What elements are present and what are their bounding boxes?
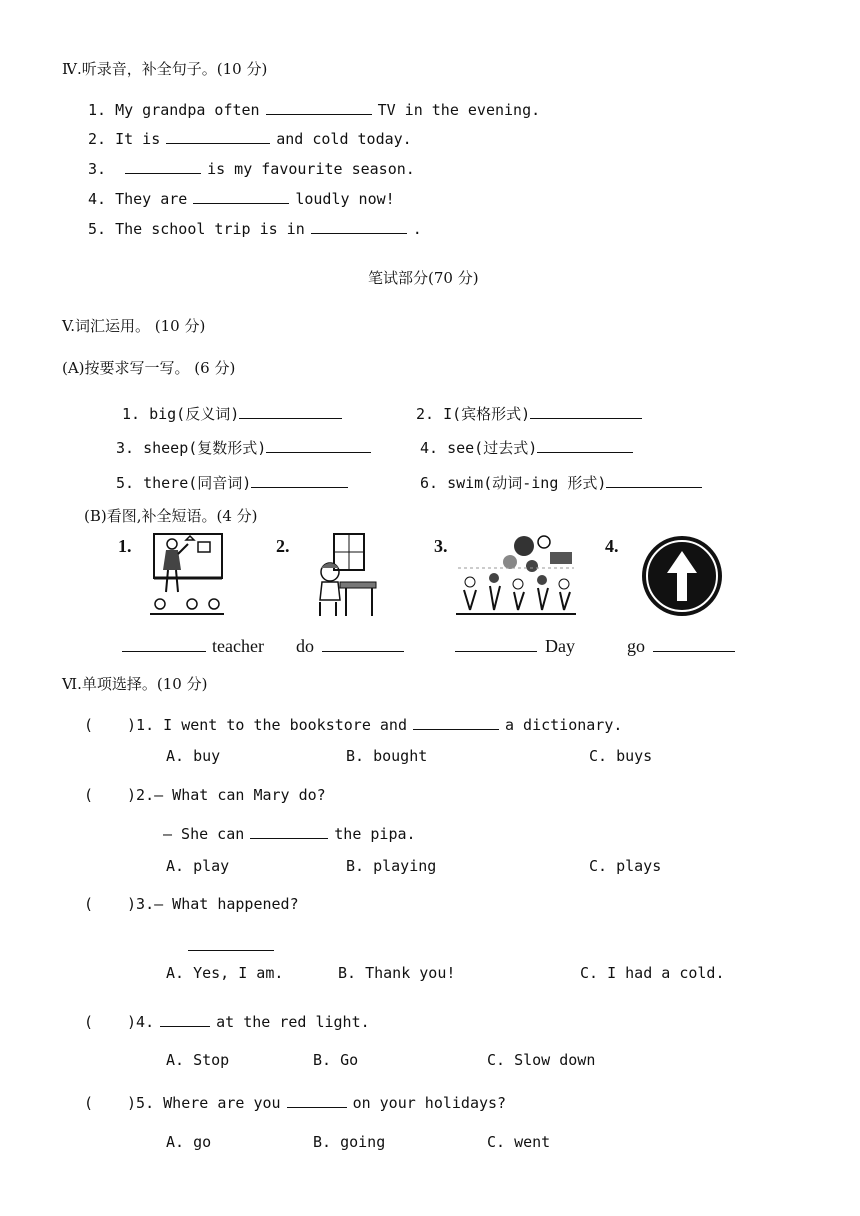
answer-blank[interactable]	[322, 637, 404, 652]
answer-blank[interactable]	[266, 438, 371, 453]
answer-blank[interactable]	[122, 637, 206, 652]
written-part-heading: 笔试部分(70 分)	[368, 269, 479, 287]
q2-option-b[interactable]: B. playing	[346, 857, 437, 875]
q5-option-b[interactable]: B. going	[313, 1133, 386, 1151]
answer-blank[interactable]	[311, 219, 407, 234]
picture-number-1: 1.	[118, 536, 132, 556]
listening-item-5: 5. The school trip is in .	[88, 220, 422, 238]
listening-item-4: 4. They are loudly now!	[88, 190, 395, 208]
homework-picture	[306, 532, 380, 618]
phrase-1: teacher	[122, 636, 264, 657]
answer-blank[interactable]	[530, 404, 642, 419]
answer-blank[interactable]	[239, 404, 342, 419]
teacher-blackboard-picture	[146, 532, 226, 618]
section-6-title: Ⅵ.单项选择。(10 分)	[62, 675, 208, 693]
question-4: ( )4. at the red light.	[84, 1013, 370, 1031]
answer-blank[interactable]	[413, 715, 499, 730]
q4-option-b[interactable]: B. Go	[313, 1051, 359, 1069]
vocab-item-5: 5. there(同音词)	[116, 472, 354, 493]
part-a-title: (A)按要求写一写。 (6 分)	[62, 359, 236, 377]
q3-option-a[interactable]: A. Yes, I am.	[166, 964, 284, 982]
festival-day-picture	[454, 532, 578, 618]
q2-option-c[interactable]: C. plays	[589, 857, 662, 875]
vocab-item-4: 4. see(过去式)	[420, 437, 639, 458]
q1-option-b[interactable]: B. bought	[346, 747, 428, 765]
listening-item-2: 2. It is and cold today.	[88, 130, 412, 148]
picture-number-3: 3.	[434, 536, 448, 556]
answer-blank[interactable]	[606, 473, 702, 488]
vocab-item-6: 6. swim(动词-ing 形式)	[420, 472, 708, 493]
vocab-item-1: 1. big(反义词)	[122, 403, 348, 424]
answer-blank[interactable]	[287, 1093, 347, 1108]
question-1: ( )1. I went to the bookstore and a dictionary.	[84, 716, 623, 734]
q1-option-c[interactable]: C. buys	[589, 747, 653, 765]
answer-blank[interactable]	[125, 159, 201, 174]
q1-option-a[interactable]: A. buy	[166, 747, 221, 765]
answer-blank[interactable]	[166, 129, 270, 144]
up-arrow-sign-icon	[641, 535, 723, 617]
answer-blank[interactable]	[250, 824, 328, 839]
section-5-title: V.词汇运用。 (10 分)	[62, 317, 206, 335]
part-b-title: (B)看图,补全短语。(4 分)	[84, 507, 258, 525]
phrase-4: go	[627, 636, 735, 657]
q5-option-a[interactable]: A. go	[166, 1133, 212, 1151]
answer-blank[interactable]	[160, 1012, 210, 1027]
answer-blank[interactable]	[537, 438, 633, 453]
picture-number-4: 4.	[605, 536, 619, 556]
vocab-item-2: 2. I(宾格形式)	[416, 403, 648, 424]
q5-option-c[interactable]: C. went	[487, 1133, 551, 1151]
q2-response: — She can the pipa.	[163, 825, 416, 843]
listening-item-3: 3. is my favourite season.	[88, 160, 415, 178]
picture-number-2: 2.	[276, 536, 290, 556]
question-2: ( )2.— What can Mary do?	[84, 786, 326, 804]
question-5: ( )5. Where are you on your holidays?	[84, 1094, 507, 1112]
phrase-3: Day	[455, 636, 575, 657]
answer-blank[interactable]	[653, 637, 735, 652]
listening-item-1: 1. My grandpa often TV in the evening.	[88, 101, 541, 119]
section-4-title: Ⅳ.听录音，补全句子。(10 分)	[62, 60, 268, 78]
phrase-2: do	[296, 636, 404, 657]
answer-blank[interactable]	[455, 637, 537, 652]
answer-blank[interactable]	[251, 473, 348, 488]
q2-option-a[interactable]: A. play	[166, 857, 230, 875]
vocab-item-3: 3. sheep(复数形式)	[116, 437, 377, 458]
answer-blank[interactable]	[193, 189, 289, 204]
q4-option-c[interactable]: C. Slow down	[487, 1051, 596, 1069]
q4-option-a[interactable]: A. Stop	[166, 1051, 230, 1069]
q3-option-c[interactable]: C. I had a cold.	[580, 964, 725, 982]
question-3: ( )3.— What happened?	[84, 895, 299, 913]
answer-blank[interactable]	[266, 100, 372, 115]
q3-option-b[interactable]: B. Thank you!	[338, 964, 456, 982]
answer-blank[interactable]	[188, 936, 274, 951]
